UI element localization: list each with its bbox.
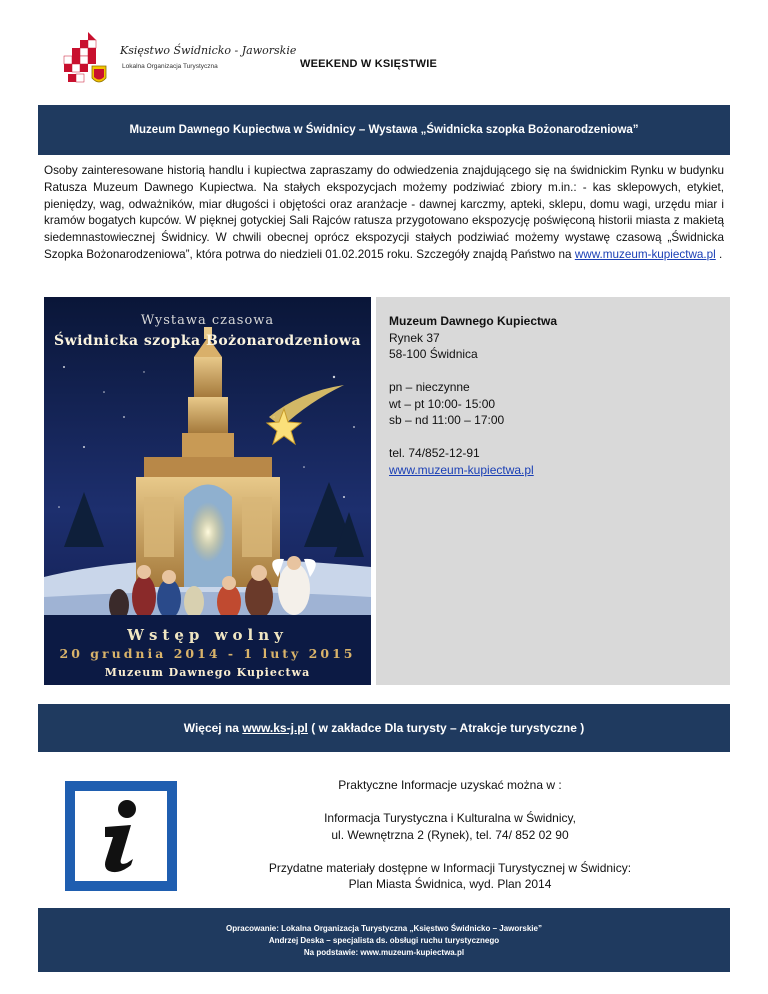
info-i-icon (75, 791, 167, 881)
more-info-bar (38, 704, 730, 752)
intro-paragraph (44, 163, 724, 264)
more-suffix: ( w zakładce Dla turysty – Atrakcje turystyczne ) (307, 721, 585, 735)
exhibition-poster (44, 297, 371, 685)
footer-line-2: Andrzej Deska – specjalista ds. obsługi ruchu turystycznego (268, 936, 500, 945)
tourist-info-icon (65, 781, 177, 891)
intro-end: . (715, 247, 723, 261)
practical-line-2: Informacja Turystyczna i Kulturalna w Świdnicy, (324, 811, 576, 825)
museum-name: Muzeum Dawnego Kupiectwa (389, 314, 558, 328)
museum-info-box (376, 297, 730, 685)
practical-line-5: Plan Miasta Świdnica, wyd. Plan 2014 (348, 877, 552, 891)
checkered-arrow-logo-icon (58, 30, 120, 92)
practical-line-3: ul. Wewnętrzna 2 (Rynek), tel. 74/ 852 02 90 (331, 827, 569, 842)
logo-subtitle: Lokalna Organizacja Turystyczna (122, 63, 218, 70)
poster-museum: Muzeum Dawnego Kupiectwa (104, 666, 311, 679)
museum-link[interactable]: www.muzeum-kupiectwa.pl (574, 247, 716, 261)
practical-info (210, 777, 690, 893)
museum-street: Rynek 37 (389, 330, 440, 345)
footer-line-1: Opracowanie: Lokalna Organizacja Turystyczna „Księstwo Świdnicko – Jaworskie” (226, 924, 542, 933)
poster-line-2: Świdnicka szopka Bożonarodzeniowa (53, 333, 362, 349)
organization-logo (58, 30, 297, 92)
museum-website-link[interactable]: www.muzeum-kupiectwa.pl (389, 462, 534, 477)
poster-line-1: Wystawa czasowa (140, 313, 275, 328)
section-title: Muzeum Dawnego Kupiectwa w Świdnicy – Wystawa „Świdnicka szopka Bożonarodzeniowa” (129, 124, 639, 136)
more-prefix: Więcej na (183, 721, 243, 735)
poster-entry: Wstęp wolny (127, 626, 288, 644)
museum-city: 58-100 Świdnica (389, 347, 478, 361)
museum-phone: tel. 74/852-12-91 (389, 446, 480, 460)
practical-line-1: Praktyczne Informacje uzyskać można w : (338, 778, 562, 792)
footer (38, 908, 730, 972)
poster-dates: 20 grudnia 2014 - 1 luty 2015 (59, 646, 356, 661)
hours-weekdays: wt – pt 10:00- 15:00 (389, 396, 496, 411)
footer-line-3: Na podstawie: www.muzeum-kupiectwa.pl (303, 948, 465, 957)
logo-brand-text: Księstwo Świdnicko - Jaworskie (120, 44, 297, 57)
intro-text: Osoby zainteresowane historią handlu i kupiectwa zapraszamy do odwiedzenia znajdującego się na świdnickim Rynku w budynku Ratusza Muzeum Dawnego Kupiectwa. Na stałych ekspozycjach możemy podziwiać zbiory m.in.: - kas sklepowych, etykiet, pieniędzy, wag, odważników, miar długości i objętości oraz aranżacje - dawnej karczmy, apteki, sklepu, domu wagi, urzędu miar i kramów bogatych kupców. W pięknej gotyckiej Sali Rajców ratusza przygotowano ekspozycję poświęconą historii miasta z makietą siedemnastowiecznej Świdnicy. W chwili obecnej oprócz ekspozycji stałych podziwiać możemy wystawę czasową „Świdnicka Szopka Bożonarodzeniowa”, która potrwa do niedzieli 01.02.2015 roku. Szczegóły znajdą Państwo na (44, 164, 724, 261)
section-title-bar (38, 105, 730, 155)
hours-weekend: sb – nd 11:00 – 17:00 (389, 413, 505, 427)
ksj-link[interactable]: www.ks-j.pl (242, 721, 308, 735)
hours-monday: pn – nieczynne (389, 380, 470, 394)
practical-line-4: Przydatne materiały dostępne w Informacji Turystycznej w Świdnicy: (268, 860, 632, 875)
page-title: WEEKEND W KSIĘSTWIE (300, 58, 438, 70)
